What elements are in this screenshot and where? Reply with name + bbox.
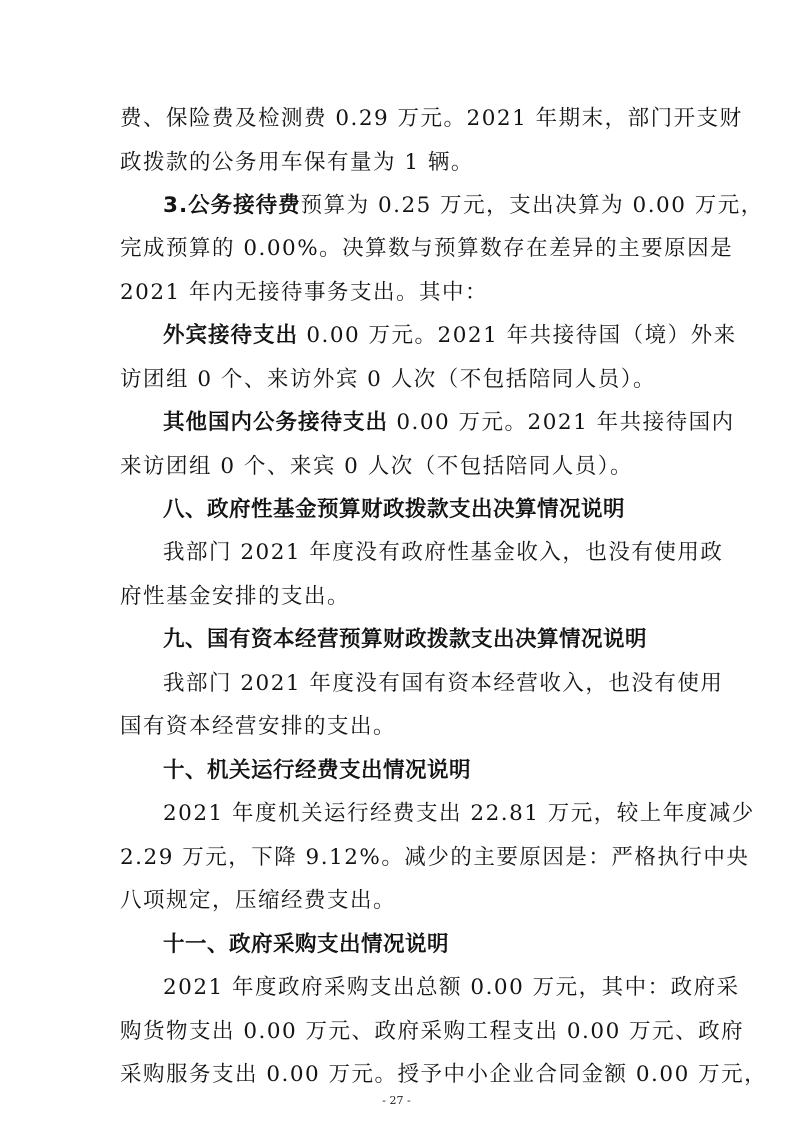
- bold-term: 其他国内公务接待支出: [163, 410, 389, 435]
- body-line: [163, 321, 737, 351]
- body-line: 2.29 万元，下降 9.12%。减少的主要原因是：严格执行中央: [120, 845, 750, 870]
- body-line: 访团组 0 个、来访外宾 0 人次（不包括陪同人员）。: [120, 367, 656, 392]
- body-line: 国有资本经营安排的支出。: [120, 714, 397, 739]
- body-line: 2021 年度机关运行经费支出 22.81 万元，较上年度减少: [163, 801, 755, 826]
- body-text: 0.00 万元。2021 年共接待国（境）外来: [298, 323, 737, 348]
- body-line: 购货物支出 0.00 万元、政府采购工程支出 0.00 万元、政府: [120, 1019, 745, 1044]
- body-line: 完成预算的 0.00%。决算数与预算数存在差异的主要原因是: [120, 236, 734, 261]
- body-line: 费、保险费及检测费 0.29 万元。2021 年期末，部门开支财: [120, 106, 743, 131]
- section-heading: 十一、政府采购支出情况说明: [163, 932, 450, 957]
- body-line: 府性基金安排的支出。: [120, 584, 351, 609]
- body-text: 预算为 0.25 万元，支出决算为 0.00 万元，: [300, 193, 764, 218]
- body-line: [163, 408, 735, 438]
- body-line: 2021 年度政府采购支出总额 0.00 万元，其中：政府采: [163, 975, 740, 1000]
- body-line: 来访团组 0 个、来宾 0 人次（不包括陪同人员）。: [120, 454, 633, 479]
- body-line: 2021 年内无接待事务支出。其中：: [120, 280, 489, 305]
- body-line: [163, 191, 764, 221]
- section-heading: 十、机关运行经费支出情况说明: [163, 758, 472, 783]
- body-line: 八项规定，压缩经费支出。: [120, 888, 397, 913]
- body-line: 采购服务支出 0.00 万元。授予中小企业合同金额 0.00 万元，: [120, 1062, 768, 1087]
- bold-term: 3.公务接待费: [163, 193, 301, 218]
- section-heading: 八、政府性基金预算财政拨款支出决算情况说明: [163, 497, 626, 522]
- body-line: 我部门 2021 年度没有政府性基金收入，也没有使用政: [163, 540, 724, 565]
- bold-term: 外宾接待支出: [163, 323, 299, 348]
- section-heading: 九、国有资本经营预算财政拨款支出决算情况说明: [163, 627, 648, 652]
- body-line: 我部门 2021 年度没有国有资本经营收入，也没有使用: [163, 671, 724, 696]
- body-text: 0.00 万元。2021 年共接待国内: [388, 410, 735, 435]
- body-line: 政拨款的公务用车保有量为 1 辆。: [120, 150, 474, 175]
- page-number: - 27 -: [382, 1094, 411, 1107]
